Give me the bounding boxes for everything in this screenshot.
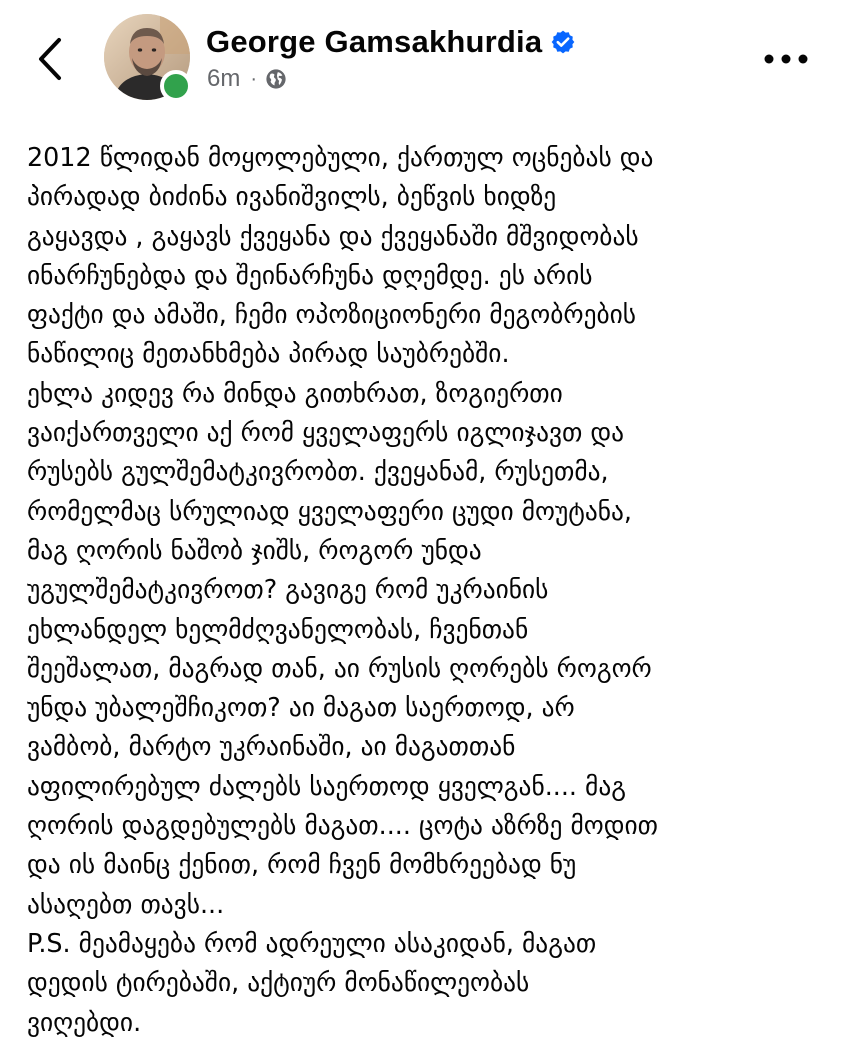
globe-icon[interactable]: [265, 68, 287, 90]
post-text-line: ეხლა კიდევ რა მინდა გითხრათ, ზოგიერთი: [27, 377, 563, 408]
post-text-line: ვაიქართველი აქ რომ ყველაფერს იგლიჯავთ და: [27, 417, 625, 448]
more-options-button[interactable]: [756, 44, 816, 74]
meta-separator: ·: [250, 67, 258, 90]
post-text-line: ინარჩუნებდა და შეინარჩუნა დღემდე. ეს არის: [27, 259, 593, 290]
post-text-line: ვამბობ, მარტო უკრაინაში, აი მაგათთან: [27, 731, 516, 762]
post-text-line: ვიღებდი.: [27, 1006, 142, 1037]
post-text-line: P.S. მეამაყება რომ ადრეული ასაკიდან, მაგათ: [27, 927, 597, 958]
post-text-line: შეეშალათ, მაგრად თან, აი რუსის ღორებს როგორ: [27, 652, 652, 683]
avatar[interactable]: [104, 14, 190, 100]
post-text-line: აფილირებულ ძალებს საერთოდ ყველგან.... მაგ: [27, 770, 626, 801]
post-text: [27, 138, 817, 1042]
author-name[interactable]: George Gamsakhurdia: [206, 24, 543, 59]
post-header: [0, 0, 843, 120]
post-time[interactable]: 6m: [207, 65, 241, 92]
post-text-line: დედის ტირებაში, აქტიურ მონაწილეობას: [27, 967, 530, 998]
post-text-line: ნაწილიც მეთანხმება პირად საუბრებში.: [27, 338, 510, 369]
online-status-indicator: [160, 70, 192, 102]
post-text-line: გაყავდა , გაყავს ქვეყანა და ქვეყანაში მშვიდობას: [27, 220, 639, 251]
chevron-left-icon: [37, 37, 63, 81]
post-text-line: და ის მაინც ქენით, რომ ჩვენ მომხრეებად ნუ: [27, 849, 577, 880]
post-text-line: ღორის დაგდებულებს მაგათ.... ცოტა აზრზე მოდით: [27, 810, 658, 841]
post-text-line: ასაღებთ თავს...: [27, 888, 225, 919]
post-text-line: უნდა უბალეშჩიკოთ? აი მაგათ საერთოდ, არ: [27, 692, 575, 723]
post-text-line: ეხლანდელ ხელმძღვანელობას, ჩვენთან: [27, 613, 529, 644]
post-text-line: რომელმაც სრულიად ყველაფერი ცუდი მოუტანა,: [27, 495, 632, 526]
post-text-line: პირადად ბიძინა ივანიშვილს, ბეწვის ხიდზე: [27, 181, 557, 212]
post-meta: [207, 64, 287, 94]
post-text-line: მაგ ღორის ნაშობ ჯიშს, როგორ უნდა: [27, 534, 482, 565]
back-button[interactable]: [28, 34, 72, 84]
post-text-line: რუსებს გულშემატკივრობთ. ქვეყანამ, რუსეთმა,: [27, 456, 609, 487]
post-text-line: 2012 წლიდან მოყოლებული, ქართულ ოცნებას და: [27, 142, 654, 172]
post-text-line: უგულშემატკივროთ? გავიგე რომ უკრაინის: [27, 574, 549, 605]
author-name-row: [206, 22, 576, 62]
verified-badge-icon: [550, 29, 576, 55]
post-text-line: ფაქტი და ამაში, ჩემი ოპოზიციონერი მეგობრების: [27, 299, 637, 330]
more-dots-icon: [761, 53, 811, 65]
